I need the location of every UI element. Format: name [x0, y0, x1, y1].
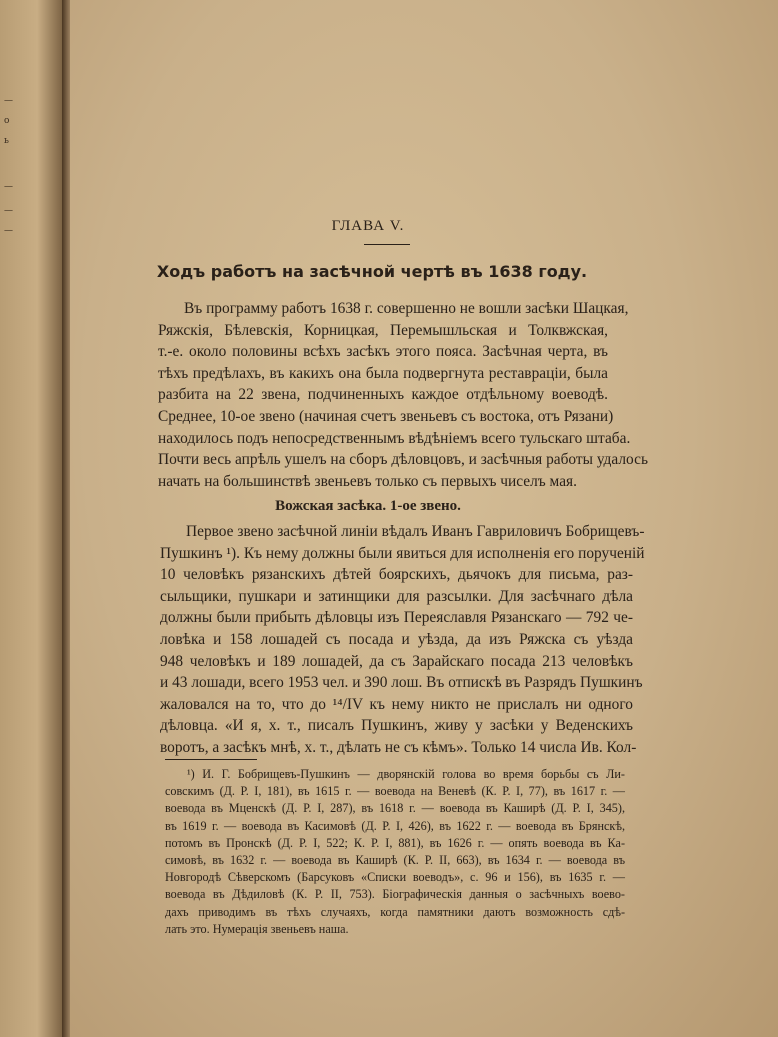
adjacent-page-edge: [0, 0, 62, 1037]
text-line: и 43 лошади, всего 1953 чел. и 390 лош. Въ отпискѣ въ Разрядъ Пушкинъ: [160, 674, 643, 692]
edge-mark: —: [4, 182, 13, 192]
footnote-line: дахъ приводимъ въ тѣхъ случаяхъ, когда памятники даютъ возможность сдѣ-: [165, 904, 625, 919]
footnote-line: совскимъ (Д. Р. I, 181), въ 1615 г. — воевода на Веневѣ (К. Р. I, 77), въ 1617 г. —: [165, 784, 625, 799]
footnote-rule: [165, 759, 257, 760]
text-line: дѣловца. «И я, х. т., писалъ Пушкинъ, живу у засѣки у Веденскихъ: [160, 717, 633, 735]
footnote: [165, 766, 625, 938]
footnote-line: лать это. Нумерація звеньевъ наша.: [165, 921, 349, 936]
text-line: Пушкинъ ¹). Къ нему должны были явиться для исполненія его порученій: [160, 544, 645, 562]
edge-mark: —: [4, 206, 13, 216]
chapter-title: Ходъ работъ на засѣчной чертѣ въ 1638 году.: [156, 262, 588, 281]
edge-mark: —: [4, 226, 13, 236]
text-line: 948 человѣкъ и 189 лошадей, да съ Зарайскаго посада 213 человѣкъ: [160, 652, 633, 670]
text-line: воротъ, а засѣкъ мнѣ, х. т., дѣлать не съ кѣмъ». Только 14 числа Ив. Кол-: [160, 738, 637, 756]
body-paragraph: [160, 521, 645, 759]
text-line: разбита на 22 звена, подчиненныхъ каждое отдѣльному воеводѣ.: [158, 386, 608, 404]
footnote-line: Новгородѣ Сѣверскомъ (Барсуковъ «Списки воеводъ», с. 96 и 156), въ 1635 г. —: [165, 870, 625, 885]
edge-mark: ь: [4, 136, 9, 146]
edge-mark: —: [4, 96, 13, 106]
text-line: тѣхъ предѣлахъ, въ какихъ она была подвергнута реставраціи, была: [158, 364, 608, 382]
text-line: ловѣка и 158 лошадей съ посада и уѣзда, да изъ Ряжска съ уѣзда: [160, 630, 633, 648]
text-line: начать на большинствѣ звеньевъ только съ первыхъ чиселъ мая.: [158, 472, 577, 490]
footnote-line: воевода въ Мценскѣ (Д. Р. I, 287), въ 1618 г. — воевода въ Каширѣ (Д. Р. I, 345),: [165, 801, 625, 816]
text-line: находилось подъ непосредственнымъ вѣдѣніемъ всего тульскаго штаба.: [158, 429, 631, 447]
text-line: т.-е. около половины всѣхъ засѣкъ этого пояса. Засѣчная черта, въ: [158, 343, 608, 361]
text-line: Въ программу работъ 1638 г. совершенно не вошли засѣки Шацкая,: [184, 300, 629, 317]
section-subheading: Вожская засѣка. 1-ое звено.: [275, 498, 461, 514]
text-line: 10 человѣкъ рязанскихъ дѣтей боярскихъ, дьячокъ для письма, раз-: [160, 566, 633, 584]
footnote-line: потомъ въ Пронскѣ (Д. Р. I, 522; К. Р. I, 881), въ 1626 г. — опять воевода въ Ка-: [165, 835, 625, 850]
text-line: Ряжскія, Бѣлевскія, Корницкая, Перемышльская и Толквжская,: [158, 321, 608, 339]
text-line: Почти весь апрѣль ушелъ на сборъ дѣловцовъ, и засѣчныя работы удалось: [158, 451, 648, 469]
chapter-heading: ГЛАВА V.: [331, 218, 405, 234]
text-line: Среднее, 10-ое звено (начиная счетъ звеньевъ съ востока, отъ Рязани): [158, 407, 614, 425]
edge-mark: о: [4, 116, 10, 126]
book-gutter: [62, 0, 70, 1037]
text-line: жаловался на то, что до ¹⁴/IV къ нему никто не прислалъ ни одного: [160, 695, 633, 713]
footnote-line: симовѣ, въ 1632 г. — воевода въ Каширѣ (К. Р. II, 663), въ 1634 г. — воевода въ: [165, 853, 625, 868]
footnote-line: воевода въ Дѣдиловѣ (К. Р. II, 753). Біографическія данныя о засѣчныхъ воево-: [165, 887, 625, 902]
book-page: [70, 0, 778, 1037]
intro-paragraph: [158, 298, 648, 492]
text-line: сыльщики, пушкари и затинщики для разсылки. Для засѣчнаго дѣла: [160, 587, 633, 605]
footnote-line: ¹) И. Г. Бобрищевъ-Пушкинъ — дворянскій голова во время борьбы съ Ли-: [187, 767, 625, 781]
heading-rule: [364, 244, 410, 245]
text-line: Первое звено засѣчной линіи вѣдалъ Иванъ Гавриловичъ Бобрищевъ-: [186, 523, 645, 540]
text-line: должны были прибыть дѣловцы изъ Переяславля Рязанскаго — 792 че-: [160, 609, 633, 627]
footnote-line: въ 1619 г. — воевода въ Касимовѣ (Д. Р. I, 426), въ 1622 г. — воевода въ Брянскѣ,: [165, 818, 625, 833]
